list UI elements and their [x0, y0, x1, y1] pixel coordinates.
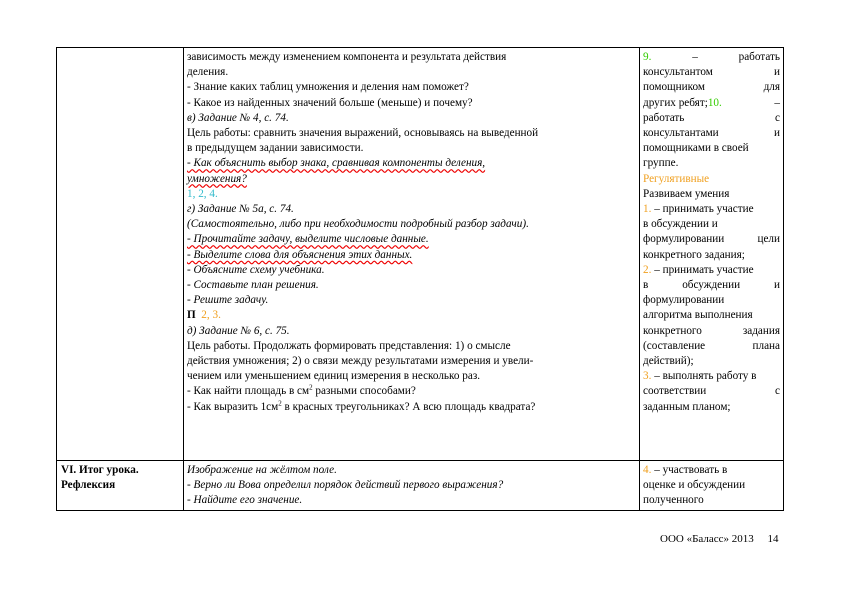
text-part: в — [643, 279, 649, 292]
text-line: Цель работы. Продолжать формировать представления: 1) о смысле — [187, 339, 511, 352]
text-part: для — [763, 81, 780, 94]
text-line — [643, 96, 780, 111]
marker-numbers: 2, 3. — [201, 309, 221, 322]
text-line: полученного — [643, 494, 704, 507]
text-part: конкретного — [643, 324, 702, 337]
text-line — [643, 384, 780, 399]
superscript: 2 — [278, 398, 282, 407]
text-line: действия умножения; 2) о связи между результатами измерения и увели- — [187, 355, 534, 368]
marker-number: 4. — [643, 464, 652, 476]
text-line — [643, 324, 780, 339]
text-part: – участвовать в — [651, 464, 728, 476]
text-line — [643, 202, 780, 217]
text-line — [187, 384, 637, 399]
footer-company: ООО «Баласс» 2013 — [660, 533, 754, 545]
text-line: - Как объяснить выбор знака, сравнивая компоненты деления, — [187, 157, 486, 170]
text-part: – выполнять работу в — [651, 370, 757, 383]
page-number: 14 — [767, 533, 779, 545]
label-p: П — [187, 309, 196, 322]
text-part: разными способами? — [312, 385, 416, 398]
text-line: - Решите задачу. — [187, 294, 269, 307]
text-line: - Найдите его значение. — [187, 494, 303, 507]
page-footer — [660, 533, 779, 545]
row2-left-cell — [61, 463, 181, 493]
text-part: плана — [752, 339, 780, 352]
row2-middle-cell — [187, 463, 637, 509]
table-border-top — [56, 47, 784, 48]
text-line: - Какое из найденных значений больше (меньше) и почему? — [187, 96, 473, 109]
text-line: Цель работы: сравнить значения выражений, основываясь на выведенной — [187, 127, 539, 140]
text-part: с — [775, 385, 780, 398]
lesson-table — [56, 47, 784, 511]
text-line: помощниками в своей — [643, 142, 749, 155]
task-heading: г) Задание № 5а, с. 74. — [187, 203, 294, 216]
text-line: (Самостоятельно, либо при необходимости подробный разбор задачи). — [187, 218, 529, 231]
text-part: формулировании — [643, 233, 725, 246]
text-line: умножения? — [187, 172, 247, 185]
text-line — [643, 111, 780, 126]
text-line — [643, 232, 780, 247]
text-line: действий); — [643, 355, 694, 368]
text-line: оценке и обсуждении — [643, 479, 746, 492]
column-divider-1 — [183, 47, 184, 511]
text-line — [643, 369, 780, 384]
text-line — [187, 308, 637, 323]
section-heading-regulatory: Регулятивные — [643, 172, 710, 185]
text-line — [643, 339, 780, 354]
text-part: помощником — [643, 81, 705, 94]
row2-right-cell — [643, 463, 780, 509]
task-heading: в) Задание № 4, с. 74. — [187, 111, 289, 124]
text-part: работать — [738, 51, 780, 63]
text-part: с — [775, 111, 780, 124]
text-part: – — [692, 51, 698, 63]
text-line — [643, 50, 780, 65]
text-line: группе. — [643, 157, 679, 170]
text-line: - Знание каких таблиц умножения и деления нам поможет? — [187, 81, 469, 94]
text-line: алгоритма выполнения — [643, 309, 753, 322]
marker-number: 3. — [643, 370, 652, 383]
text-line — [187, 400, 637, 415]
text-part: – — [774, 96, 780, 109]
text-part: цели — [757, 233, 780, 246]
row1-right-cell — [643, 50, 780, 415]
text-part: - Как найти площадь в см — [187, 385, 310, 398]
table-border-left — [56, 47, 57, 511]
stage-title: Рефлексия — [61, 479, 116, 492]
text-line: в предыдущем задании зависимости. — [187, 142, 364, 155]
text-part: и — [773, 279, 780, 292]
text-line — [643, 278, 780, 293]
stage-title: VI. Итог урока. — [61, 464, 139, 476]
text-part: в красных треугольниках? А всю площадь квадрата? — [281, 400, 536, 413]
text-line — [643, 126, 780, 141]
text-part: соответствии — [643, 385, 707, 398]
text-part: обсуждении — [682, 279, 741, 292]
text-part: - Как выразить 1см — [187, 400, 279, 413]
text-part: работать — [643, 111, 685, 124]
table-border-right — [783, 47, 784, 511]
superscript: 2 — [309, 383, 313, 392]
text-line: - Составьте план решения. — [187, 279, 319, 292]
text-line: - Объясните схему учебника. — [187, 263, 325, 276]
text-line — [643, 80, 780, 95]
text-line: Изображение на жёлтом поле. — [187, 464, 337, 476]
text-line: заданным планом; — [643, 400, 731, 413]
text-part: других ребят;10. — [643, 96, 722, 109]
text-part: (составление — [643, 339, 706, 352]
row1-middle-cell — [187, 50, 637, 415]
text-part: – принимать участие — [651, 263, 754, 276]
text-line: в обсуждении и — [643, 218, 718, 231]
text-part: и — [774, 66, 780, 79]
text-line: - Прочитайте задачу, выделите числовые данные. — [187, 233, 429, 246]
task-heading: д) Задание № 6, с. 75. — [187, 324, 290, 337]
marker-number: 1. — [643, 203, 652, 216]
text-line — [643, 463, 780, 478]
column-divider-2 — [639, 47, 640, 511]
table-border-bottom — [56, 510, 784, 511]
text-line: чением или уменьшением единиц измерения в несколько раз. — [187, 370, 481, 383]
marker-number: 2. — [643, 263, 652, 276]
text-line — [643, 263, 780, 278]
text-line: конкретного задания; — [643, 248, 745, 261]
text-part: консультантом — [643, 66, 713, 79]
text-line: зависимость между изменением компонента и результата действия — [187, 51, 507, 63]
marker-numbers: 1, 2, 4. — [187, 187, 218, 200]
marker-number: 9. — [643, 51, 652, 63]
text-line: - Выделите слова для объяснения этих данных. — [187, 248, 413, 261]
row-divider — [56, 460, 784, 461]
text-part: консультантами — [643, 127, 719, 140]
text-part: задания — [742, 324, 780, 337]
text-line — [643, 65, 780, 80]
text-line: формулировании — [643, 294, 725, 307]
text-line: - Верно ли Вова определил порядок действий первого выражения? — [187, 479, 504, 492]
text-line: деления. — [187, 66, 229, 79]
text-part: и — [774, 127, 780, 140]
text-part: – принимать участие — [651, 203, 754, 216]
text-line: Развиваем умения — [643, 187, 730, 200]
